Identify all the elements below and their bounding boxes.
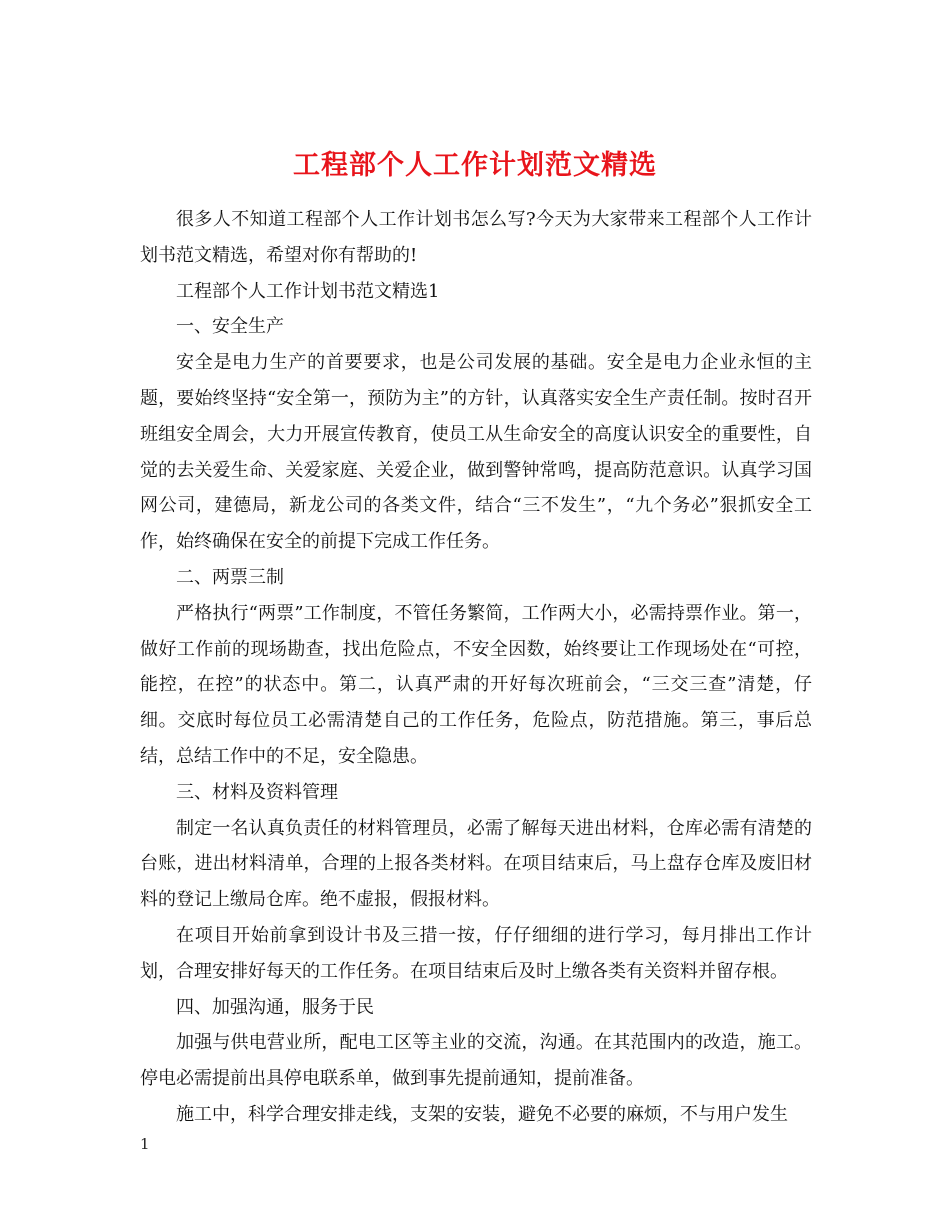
paragraph-communication: 加强与供电营业所，配电工区等主业的交流，沟通。在其范围内的改造，施工。停电必需提前出具停电联系单，做到事先提前通知，提前准备。: [140, 1032, 812, 1090]
heading-two-tickets: 二、两票三制: [176, 566, 284, 588]
section-subtitle: 工程部个人工作计划书范文精选1: [176, 280, 440, 302]
document-body: [140, 202, 812, 1133]
paragraph-two-tickets: 严格执行“两票”工作制度，不管任务繁简，工作两大小，必需持票作业。第一，做好工作前的现场勘查，找出危险点，不安全因数，始终要让工作现场处在“可控，能控，在控”的状态中。第二，认真严肃的开好每次班前会，“三交三查”清楚，仔细。交底时每位员工必需清楚自己的工作任务，危险点，防范措施。第三，事后总结，总结工作中的不足，安全隐患。: [140, 602, 812, 767]
paragraph-materials: 制定一名认真负责任的材料管理员，必需了解每天进出材料，仓库必需有清楚的台账，进出材料清单，合理的上报各类材料。在项目结束后，马上盘存仓库及废旧材料的登记上缴局仓库。绝不虚报，假报材料。: [140, 817, 812, 911]
paragraph-construction: 施工中，科学合理安排走线，支架的安装，避免不必要的麻烦，不与用户发生: [176, 1103, 788, 1125]
paragraph-safety: 安全是电力生产的首要要求，也是公司发展的基础。安全是电力企业永恒的主题，要始终坚持“安全第一，预防为主”的方针，认真落实安全生产责任制。按时召开班组安全周会，大力开展宣传教育，使员工从生命安全的高度认识安全的重要性，自觉的去关爱生命、关爱家庭、关爱企业，做到警钟常鸣，提高防范意识。认真学习国网公司，建德局，新龙公司的各类文件，结合“三不发生”，“九个务必”狠抓安全工作，始终确保在安全的前提下完成工作任务。: [140, 352, 812, 553]
intro-paragraph: 很多人不知道工程部个人工作计划书怎么写?今天为大家带来工程部个人工作计划书范文精选，希望对你有帮助的!: [140, 209, 812, 266]
heading-safety-production: 一、安全生产: [176, 316, 284, 338]
paragraph-project-planning: 在项目开始前拿到设计书及三措一按，仔仔细细的进行学习，每月排出工作计划，合理安排好每天的工作任务。在项目结束后及时上缴各类有关资料并留存根。: [140, 924, 812, 982]
document-title: 工程部个人工作计划范文精选: [293, 150, 657, 182]
heading-communication: 四、加强沟通，服务于民: [176, 996, 374, 1018]
page-number: 1: [140, 1135, 150, 1153]
heading-materials: 三、材料及资料管理: [176, 781, 338, 803]
